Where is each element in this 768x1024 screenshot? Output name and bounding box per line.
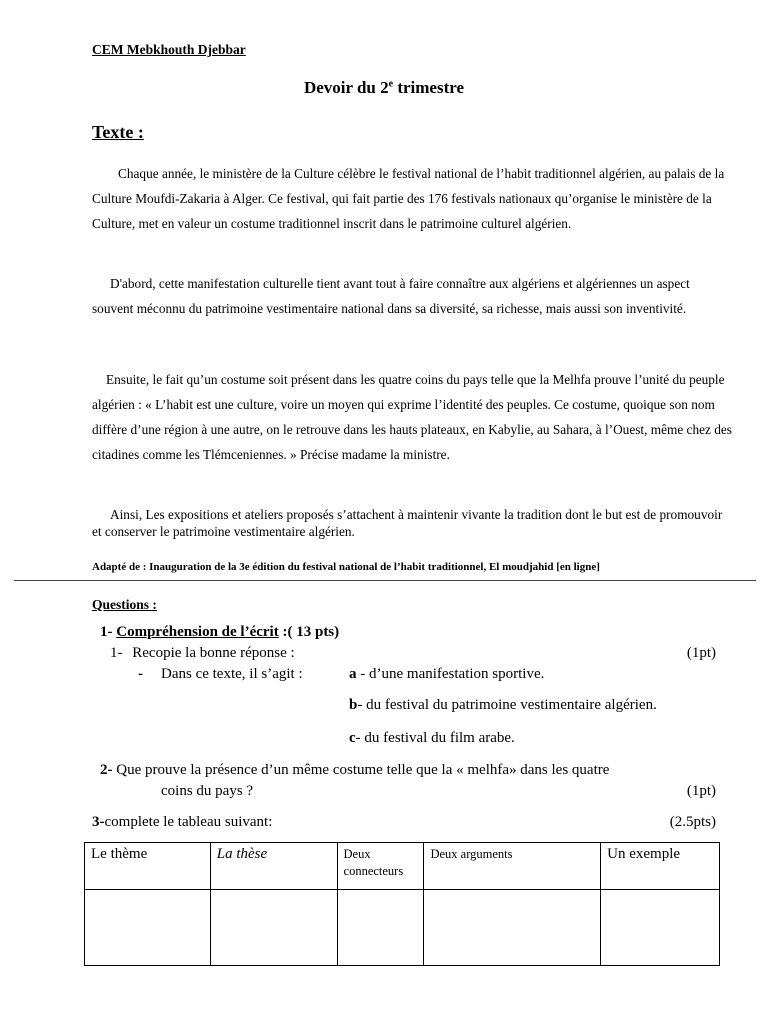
option-c-text: - du festival du film arabe. — [355, 730, 515, 746]
section-1-number: 1- — [100, 624, 113, 640]
option-c-letter: c — [349, 730, 356, 746]
option-b-letter: b — [349, 697, 358, 713]
title-end: trimestre — [393, 78, 465, 97]
questions-heading: Questions : — [92, 597, 157, 612]
header-connecteurs: Deux connecteurs — [337, 843, 424, 890]
section-1-heading — [100, 624, 339, 641]
answer-cell-connecteurs[interactable] — [337, 890, 424, 966]
title-superscript: e — [388, 78, 394, 90]
question-2-text: Que prouve la présence d’un même costume telle que la « melhfa» dans les quatre — [116, 762, 610, 778]
question-3-points: (2.5pts) — [669, 814, 716, 830]
option-b — [349, 697, 657, 714]
answer-cell-theme[interactable] — [85, 890, 211, 966]
table-header-row — [85, 843, 720, 890]
section-1-title: Compréhension de l’écrit — [116, 624, 279, 640]
answer-table — [84, 842, 720, 966]
question-3-number: 3- — [92, 814, 105, 830]
title-main: Devoir du 2 — [303, 78, 389, 97]
question-2-points: (1pt) — [686, 783, 716, 799]
source-citation: Adapté de : Inauguration de la 3e édition du festival national de l’habit traditionnel, El moudjahid [en ligne] — [92, 561, 600, 573]
question-2-text-2: coins du pays ? — [161, 783, 254, 799]
option-a — [349, 666, 544, 683]
question-1 — [110, 645, 716, 662]
school-name: CEM Mebkhouth Djebbar — [92, 42, 246, 57]
table-answer-row[interactable] — [85, 890, 720, 966]
question-2-line2 — [161, 783, 716, 800]
page-title — [0, 78, 768, 98]
option-c — [349, 730, 515, 747]
paragraph-1: Chaque année, le ministère de la Culture célèbre le festival national de l’habit traditionnel algérien, au palais de la Culture Moufdi-Zakaria à Alger. Ce festival, qui fait partie des 176 festivals nationaux qu’organise le ministère de la Culture, met en valeur un costume traditionnel inscrit dans le patrimoine culturel algérien. — [92, 166, 725, 231]
section-1-points: :( 13 pts) — [282, 624, 340, 640]
paragraph-2: D'abord, cette manifestation culturelle tient avant tout à faire connaître aux algériens et algériennes un aspect souvent méconnu du patrimoine vestimentaire national dans sa diversité, sa richesse, mais aussi son inventivité. — [92, 276, 690, 316]
option-b-text: - du festival du patrimoine vestimentaire algérien. — [357, 697, 657, 713]
answer-cell-exemple[interactable] — [601, 890, 720, 966]
option-a-letter: a — [349, 666, 357, 682]
question-3-text: complete le tableau suivant: — [104, 814, 273, 830]
question-1-text: Recopie la bonne réponse : — [132, 645, 295, 661]
question-2 — [100, 762, 609, 779]
header-these: La thèse — [210, 843, 337, 890]
header-arguments: Deux arguments — [424, 843, 601, 890]
header-exemple: Un exemple — [601, 843, 720, 890]
texte-heading: Texte : — [92, 122, 144, 142]
question-1-points: (1pt) — [686, 645, 716, 661]
question-3 — [92, 814, 716, 831]
separator-line — [14, 580, 756, 581]
question-1-stem: Dans ce texte, il s’agit : — [161, 666, 303, 682]
answer-cell-these[interactable] — [210, 890, 337, 966]
option-a-text: - d’une manifestation sportive. — [356, 666, 545, 682]
answer-cell-arguments[interactable] — [424, 890, 601, 966]
question-1-number: 1- — [110, 645, 123, 661]
question-2-number: 2- — [100, 762, 113, 778]
paragraph-4: Ainsi, Les expositions et ateliers proposés s’attachent à maintenir vivante la tradition dont le but est de promouvoir et conserver le patrimoine vestimentaire algérien. — [92, 507, 723, 539]
header-theme: Le thème — [85, 843, 211, 890]
question-1-dash: - — [138, 666, 143, 682]
paragraph-3: Ensuite, le fait qu’un costume soit présent dans les quatre coins du pays telle que la Melhfa prouve l’unité du peuple algérien : « L’habit est une culture, voire un moyen qui exprime l’identité des peuples. Ce costume, quoique son nom diffère d’une région à une autre, on le retrouve dans les hauts plateaux, en Kabylie, au Sahara, à l’Ouest, même chez des citadines comme les Tlémceniennes. » Précise madame la ministre. — [92, 372, 732, 462]
